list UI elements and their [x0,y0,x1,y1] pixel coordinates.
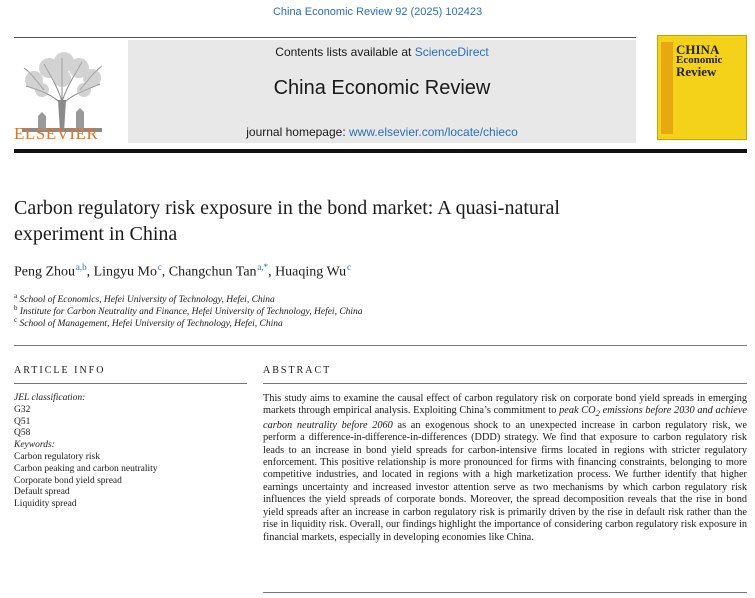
affiliation-mark: a [14,292,18,300]
header-thick-rule [14,149,747,153]
keyword: Carbon regulatory risk [14,451,101,462]
article-title: Carbon regulatory risk exposure in the bond market: A quasi-natural experiment in China [14,197,560,245]
sciencedirect-link[interactable]: ScienceDirect [414,45,489,59]
author-name[interactable]: Lingyu Mo [93,264,157,280]
keyword: Carbon peaking and carbon neutrality [14,463,158,474]
homepage-prefix: journal homepage: [246,125,349,139]
homepage-line [128,125,636,139]
keywords-label: Keywords: [14,440,55,451]
author-affiliation-marker[interactable]: c [346,262,351,272]
abstract-rule [263,383,747,384]
article-info-block [14,393,247,511]
abstract-heading: ABSTRACT [263,365,332,376]
abstract-bottom-rule [263,592,747,593]
jel-code: Q58 [14,428,31,439]
section-divider [14,345,747,346]
author-affiliation-marker[interactable]: c [157,262,162,272]
keyword: Corporate bond yield spread [14,475,122,486]
author-name[interactable]: Huaqing Wu [275,264,347,280]
author-affiliation-marker[interactable]: a,* [257,262,269,272]
article-info-heading: ARTICLE INFO [14,365,106,376]
cover-line-1: CHINA [676,42,720,57]
journal-title: China Economic Review [273,77,491,99]
jel-code: G32 [14,404,31,415]
abstract-part-2: as an exogenous shock to an unexpected increase in carbon regulatory risk, we perform a difference-in-difference-in-differences (DDD) strategy. We find that exposure to carbon regulatory risk leads to an increase in bond yield spreads for carbon-intensive firms located in regions with stricter regulatory enforcement. This positive relationship is more pronounced for firms with financing constraints, belonging to more competitive industries, and located in regions with a high marketization process. We further identify that higher earnings uncertainty and increased investor attention serve as two mechanisms by which carbon regulatory risk influences the yield spreads of corporate bonds. Moreover, the spread decomposition reveals that the rise in bond yield spreads after an increase in carbon regulatory risk is primarily driven by the rise in default risk rather than the rise in liquidity risk. Overall, our findings highlight the importance of considering carbon regulatory risk exposure in financial markets, especially in developing economies like China. [263,419,747,543]
jel-label: JEL classification: [14,393,86,403]
affiliation-mark: b [14,304,18,312]
author-name[interactable]: Changchun Tan [168,264,257,280]
author-list: Peng Zhou $^{a,b}$, Lingyu Mo $^c$, Changchun Tan $^{a,*}$, Huaqing Wu $^c$ [14,262,351,280]
keyword: Default spread [14,487,70,498]
jel-code: Q51 [14,416,31,427]
affiliation [14,316,283,329]
affiliation-mark: c [14,316,18,324]
author-name[interactable]: Peng Zhou [14,264,76,280]
cover-line-3: Review [676,64,717,79]
affiliation-text: School of Management, Hefei University of Technology, Hefei, China [19,319,283,330]
publisher-name: ELSEVIER [14,124,99,143]
cover-line-2: Economic [676,54,723,66]
header-top-rule [14,37,636,38]
cover-title [676,44,744,77]
abstract-subscript: 2 [595,408,600,419]
author-affiliation-marker[interactable]: a,b [75,262,87,272]
contents-prefix: Contents lists available at [275,45,415,59]
abstract-part-1: This study aims to examine the causal effect of carbon regulatory risk on corporate bond yield spreads in emerging markets through empirical analysis. Exploiting China’s commitment to [263,393,747,417]
keyword: Liquidity spread [14,499,77,510]
journal-citation-link[interactable]: China Economic Review 92 (2025) 102423 [272,6,483,18]
journal-cover-image [657,35,747,140]
article-info-rule [14,383,247,384]
contents-line [128,45,636,59]
journal-homepage-link[interactable]: www.elsevier.com/locate/chieco [349,125,518,139]
abstract-italic-1: peak CO [559,405,596,417]
cover-band [661,42,673,134]
affiliation-text: Institute for Carbon Neutrality and Finance, Hefei University of Technology, Hefei, China [19,307,363,318]
affiliation-text: School of Economics, Hefei University of Technology, Hefei, China [19,295,275,306]
abstract-body [263,393,747,544]
abstract-italic-2: emissions before 2030 and achieve carbon neutrality before 2060 [263,405,747,431]
